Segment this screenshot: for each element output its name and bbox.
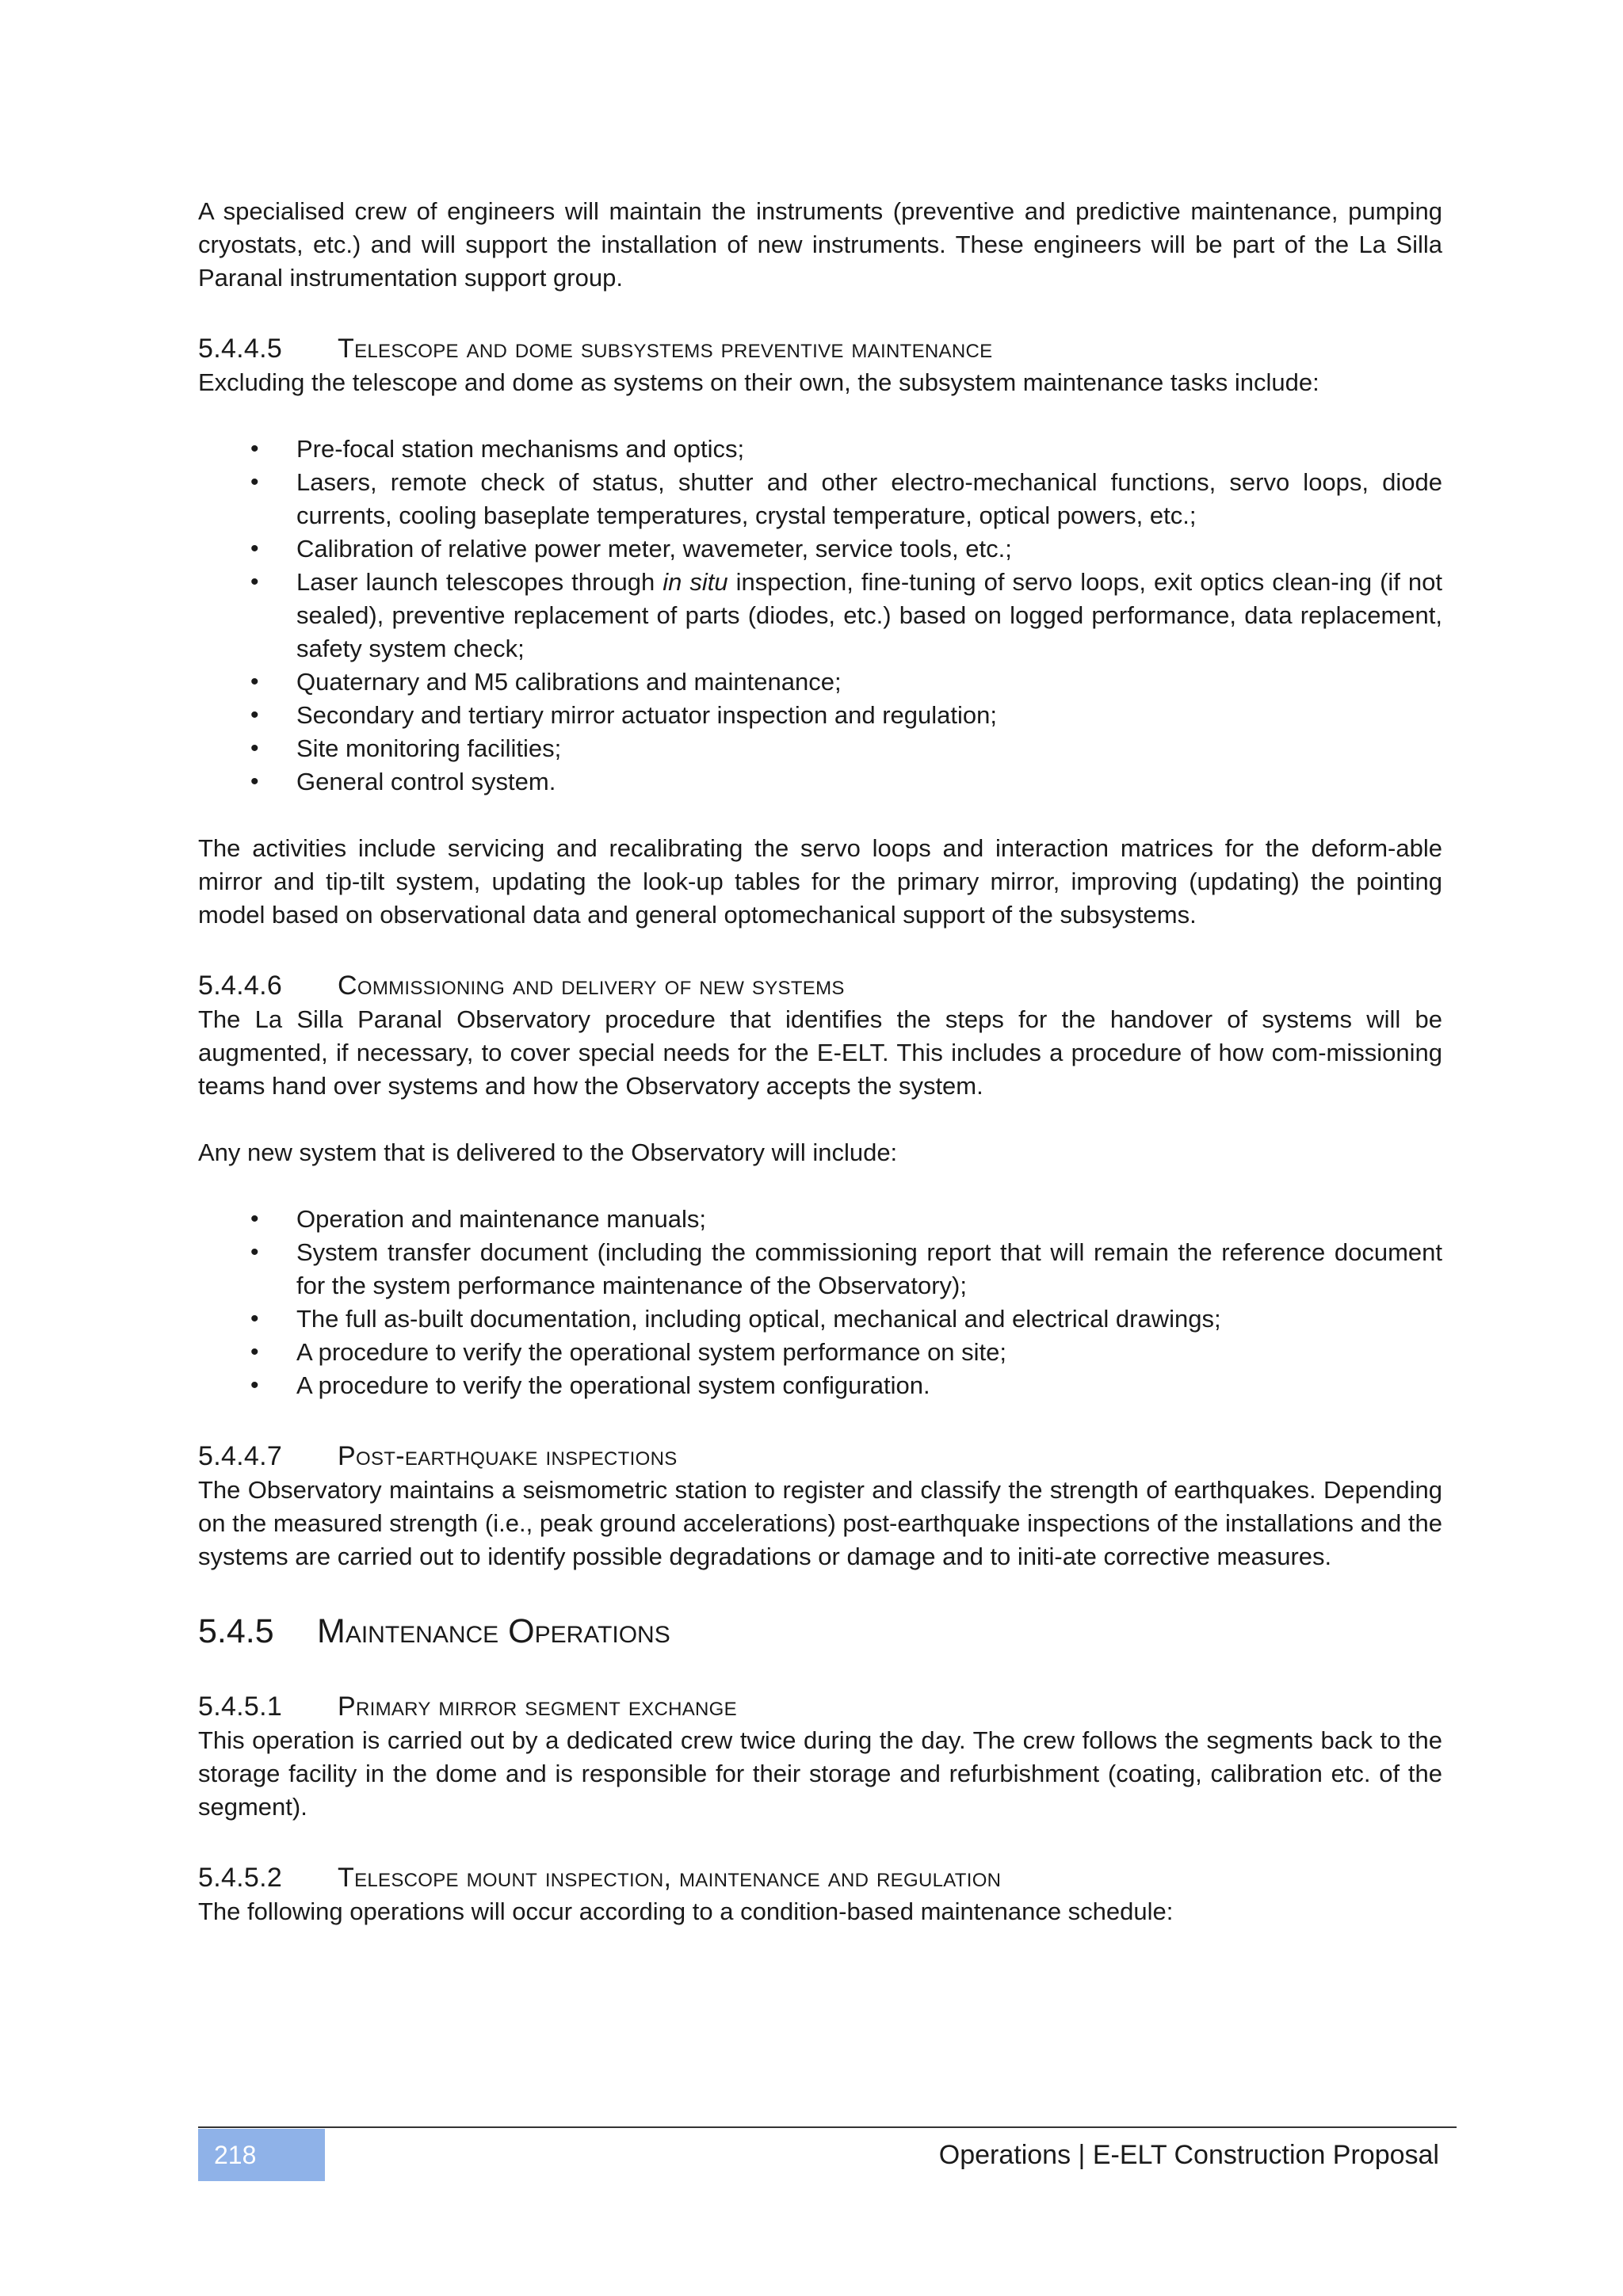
list-item: • Calibration of relative power meter, wavemeter, service tools, etc.;: [198, 532, 1442, 566]
section-number: 5.4.4.5: [198, 334, 283, 364]
section-number: 5.4.4.7: [198, 1441, 283, 1471]
section-heading-5-4-5: [198, 1610, 1442, 1653]
page-number: 218: [198, 2129, 325, 2181]
section-title: Telescope and dome subsystems preventive maintenance: [338, 334, 993, 364]
bullet-icon: •: [250, 1372, 259, 1398]
bullet-icon: •: [250, 436, 259, 462]
section-title: Post-earthquake inspections: [338, 1441, 678, 1471]
list-item: • Operation and maintenance manuals;: [198, 1203, 1442, 1236]
section-number: 5.4.4.6: [198, 971, 283, 1001]
handover-paragraph: The La Silla Paranal Observatory procedure that identifies the steps for the handover of systems will be augmented, if necessary, to cover special needs for the E-ELT. This includes a procedure of how com-missioning teams hand over systems and how the Observatory accepts the system.: [198, 1005, 1442, 1100]
bullet-icon: •: [250, 1339, 259, 1365]
bullet-icon: •: [250, 569, 259, 595]
delivery-lead: Any new system that is delivered to the Observatory will include:: [198, 1138, 898, 1166]
section-title: Telescope mount inspection, maintenance and regulation: [338, 1863, 1002, 1893]
list-item: • Secondary and tertiary mirror actuator inspection and regulation;: [198, 699, 1442, 732]
bullet-icon: •: [250, 669, 259, 695]
subsystem-task-list: [198, 433, 1442, 799]
section-number: 5.4.5: [198, 1612, 274, 1650]
footer-title: Operations | E-ELT Construction Proposal: [938, 2140, 1439, 2170]
section-title: Commissioning and delivery of new systems: [338, 971, 845, 1001]
earthquake-paragraph: The Observatory maintains a seismometric station to register and classify the strength of earthquakes. Depending on the measured strength (i.e., peak ground accelerations) post-earthquake inspections of the installations and the systems are carried out to identify possible degradations or damage and to initi-ate corrective measures.: [198, 1476, 1442, 1570]
bullet-icon: •: [250, 1239, 259, 1265]
list-item: • A procedure to verify the operational system configuration.: [198, 1369, 1442, 1402]
list-item: • Quaternary and M5 calibrations and maintenance;: [198, 666, 1442, 699]
list-item: • The full as-built documentation, including optical, mechanical and electrical drawings;: [198, 1302, 1442, 1336]
section-heading-5-4-5-1: [198, 1689, 1442, 1724]
section-number: 5.4.5.2: [198, 1863, 283, 1893]
bullet-icon: •: [250, 735, 259, 761]
section-heading-5-4-4-7: [198, 1439, 1442, 1474]
bullet-icon: •: [250, 1206, 259, 1232]
section-heading-5-4-4-6: [198, 968, 1442, 1003]
page-content: [198, 195, 1442, 1928]
section-title: Maintenance Operations: [317, 1612, 670, 1650]
activities-paragraph: The activities include servicing and recalibrating the servo loops and interaction matrices for the deform-able mirror and tip-tilt system, updating the look-up tables for the primary mirror, improving (updating) the pointing model based on observational data and general optomechanical support of the subsystems.: [198, 834, 1442, 929]
mount-maintenance-paragraph: The following operations will occur according to a condition-based maintenance schedule:: [198, 1897, 1174, 1925]
section-number: 5.4.5.1: [198, 1691, 283, 1722]
list-item: • Lasers, remote check of status, shutter and other electro-mechanical functions, servo loops, diode currents, cooling baseplate temperatures, crystal temperature, optical powers, etc.;: [198, 466, 1442, 532]
footer-divider: [198, 2126, 1457, 2128]
list-item: • System transfer document (including the commissioning report that will remain the reference document for the system performance maintenance of the Observatory);: [198, 1236, 1442, 1302]
bullet-icon: •: [250, 1306, 259, 1332]
section-lead: Excluding the telescope and dome as systems on their own, the subsystem maintenance tasks include:: [198, 368, 1319, 396]
section-title: Primary mirror segment exchange: [338, 1691, 737, 1722]
list-item: • A procedure to verify the operational system performance on site;: [198, 1336, 1442, 1369]
bullet-icon: •: [250, 702, 259, 728]
bullet-icon: •: [250, 536, 259, 562]
segment-exchange-paragraph: This operation is carried out by a dedicated crew twice during the day. The crew follows the segments back to the storage facility in the dome and is responsible for their storage and refurbishment (coating, calibration etc. of the segment).: [198, 1726, 1442, 1821]
bullet-icon: •: [250, 469, 259, 495]
section-heading-5-4-5-2: [198, 1860, 1442, 1895]
delivery-list: [198, 1203, 1442, 1402]
section-heading-5-4-4-5: [198, 331, 1442, 366]
intro-paragraph: A specialised crew of engineers will maintain the instruments (preventive and predictive maintenance, pumping cryostats, etc.) and will support the installation of new instruments. These engineers will be part of the La Silla Paranal instrumentation support group.: [198, 197, 1442, 292]
list-item: • Site monitoring facilities;: [198, 732, 1442, 765]
bullet-icon: •: [250, 769, 259, 795]
list-item: • Laser launch telescopes through in situ inspection, fine-tuning of servo loops, exit optics clean-ing (if not sealed), preventive replacement of parts (diodes, etc.) based on logged performance, data replacement, safety system check;: [198, 566, 1442, 666]
list-item: • Pre-focal station mechanisms and optics;: [198, 433, 1442, 466]
list-item: • General control system.: [198, 765, 1442, 799]
